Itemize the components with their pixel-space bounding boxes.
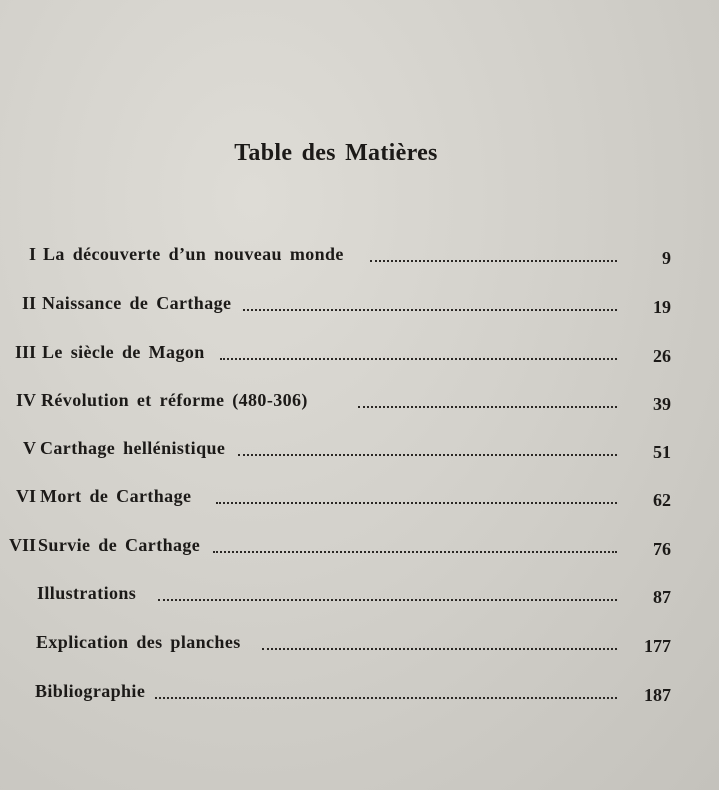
dot-leader	[370, 256, 617, 262]
page-title: Table des Matières	[234, 140, 438, 166]
toc-entry	[0, 390, 719, 418]
chapter-number: II	[21, 293, 36, 313]
chapter-title: Mort de Carthage	[40, 486, 192, 506]
toc-entry	[0, 681, 719, 709]
chapter-title: Révolution et réforme (480-306)	[41, 390, 308, 410]
dot-leader	[238, 450, 617, 456]
page-number: 39	[653, 394, 671, 414]
page-number: 76	[653, 539, 671, 559]
toc-entry	[0, 583, 719, 611]
section-title: Explication des planches	[36, 632, 241, 652]
section-title: Illustrations	[37, 583, 137, 603]
section-title: Bibliographie	[35, 681, 146, 701]
chapter-number: IV	[15, 390, 36, 410]
page-number: 19	[653, 297, 671, 317]
page-number: 26	[653, 346, 671, 366]
dot-leader	[158, 595, 617, 601]
page-number: 51	[653, 442, 671, 462]
chapter-title: La découverte d’un nouveau monde	[43, 244, 344, 264]
toc-entry	[0, 632, 719, 660]
toc-entry	[0, 486, 719, 514]
page-number: 62	[653, 490, 671, 510]
page-number: 87	[653, 587, 671, 607]
chapter-title: Carthage hellénistique	[40, 438, 226, 458]
toc-entry	[0, 293, 719, 321]
chapter-number: VII	[8, 535, 36, 555]
toc-entry	[0, 342, 719, 370]
dot-leader	[216, 498, 617, 504]
dot-leader	[243, 305, 617, 311]
dot-leader	[220, 354, 617, 360]
chapter-number: V	[23, 438, 36, 458]
toc-entry	[0, 244, 719, 272]
chapter-number: III	[14, 342, 36, 362]
page-number: 9	[662, 248, 671, 268]
page-number: 177	[644, 636, 671, 656]
page-number: 187	[644, 685, 671, 705]
dot-leader	[262, 644, 617, 650]
chapter-number: VI	[15, 486, 36, 506]
chapter-title: Naissance de Carthage	[42, 293, 232, 313]
chapter-number: I	[28, 244, 36, 264]
dot-leader	[358, 402, 617, 408]
toc-entry	[0, 535, 719, 563]
dot-leader	[155, 693, 617, 699]
chapter-title: Survie de Carthage	[38, 535, 201, 555]
dot-leader	[213, 547, 617, 553]
toc-entry	[0, 438, 719, 466]
chapter-title: Le siècle de Magon	[42, 342, 205, 362]
